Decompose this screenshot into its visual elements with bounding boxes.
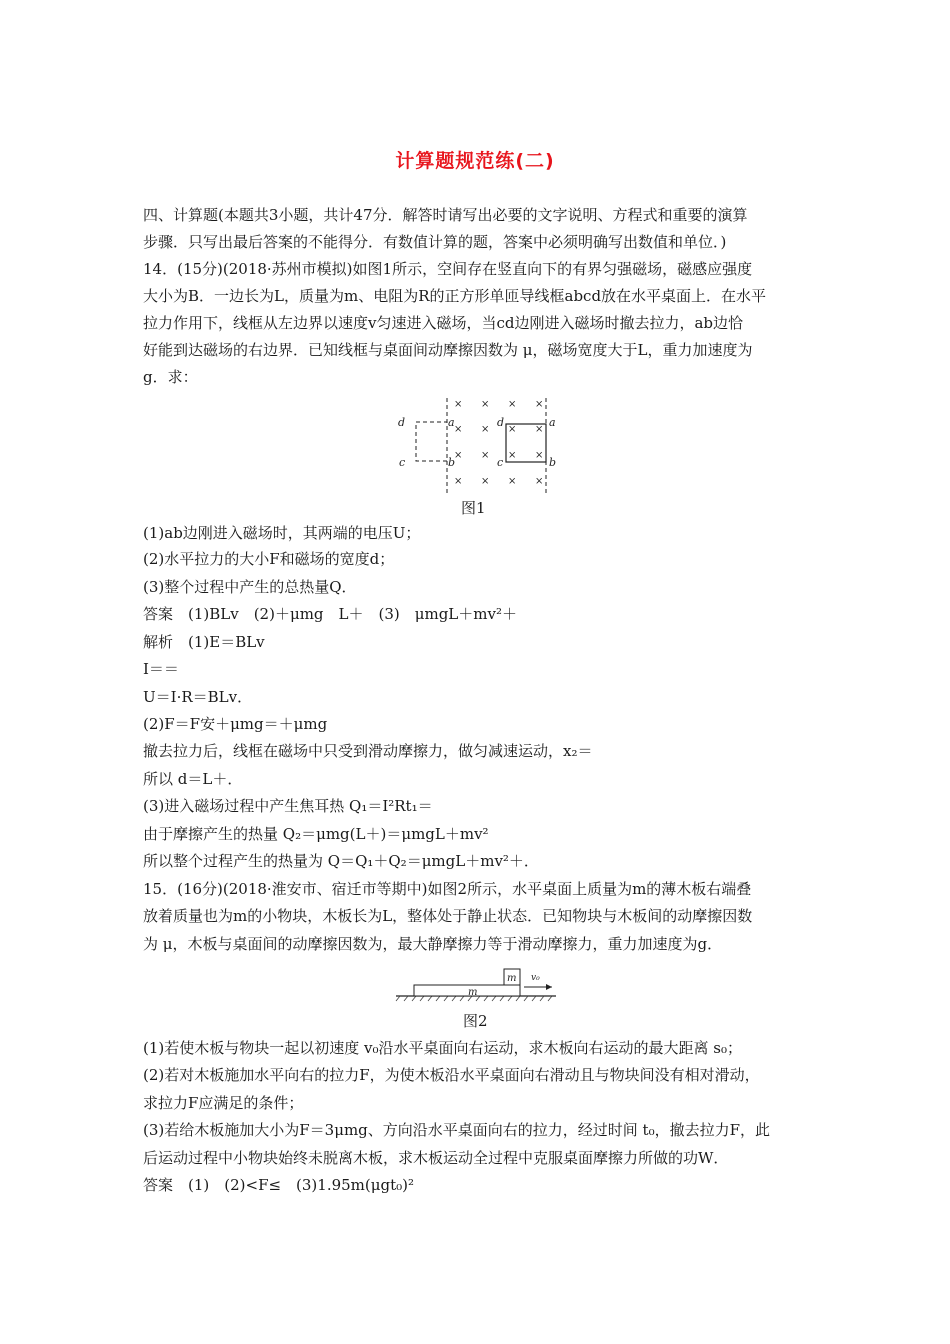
- q15-part: 求拉力F应满足的条件；: [143, 1094, 304, 1112]
- page-title: 计算题规范练(二): [395, 150, 555, 172]
- cross-mark: ×: [481, 476, 490, 487]
- q14-stem-line: 好能到达磁场的右边界．已知线框与桌面间动摩擦因数为 μ，磁场宽度大于L，重力加速度为: [143, 341, 753, 359]
- q14-analysis-line: 所以整个过程产生的热量为 Q＝Q₁＋Q₂＝μmgL＋mv²＋．: [143, 852, 539, 870]
- q14-analysis-line: 解析 (1)E＝BLv: [143, 633, 265, 651]
- figure-2-board-block: [392, 964, 560, 1010]
- label-c-right: c: [497, 456, 504, 469]
- label-b-right: b: [549, 456, 557, 469]
- q15-part: (3)若给木板施加大小为F＝3μmg、方向沿水平桌面向右的拉力，经过时间 t₀，撤去拉力F，此: [143, 1121, 770, 1139]
- q14-answer: 答案 (1)BLv (2)＋μmg L＋ (3) μmgL＋mv²＋: [143, 605, 517, 623]
- field-crosses: [454, 399, 543, 487]
- q14-stem-line: g．求：: [143, 368, 198, 386]
- cross-mark: ×: [535, 424, 544, 435]
- label-d-right: d: [497, 416, 505, 429]
- q14-analysis-line: (3)进入磁场过程中产生焦耳热 Q₁＝I²Rt₁＝: [143, 797, 433, 815]
- q15-stem-line: 放着质量也为m的小物块，木板长为L，整体处于静止状态．已知物块与木板间的动摩擦因数: [143, 907, 753, 925]
- q14-part: (3)整个过程中产生的总热量Q．: [143, 578, 357, 596]
- cross-mark: ×: [508, 450, 517, 461]
- board-mass-label: m: [468, 987, 478, 998]
- label-a-right: a: [549, 416, 556, 429]
- q14-stem-line: 拉力作用下，线框从左边界以速度v匀速进入磁场，当cd边刚进入磁场时撤去拉力，ab边恰: [143, 314, 744, 332]
- cross-mark: ×: [481, 450, 490, 461]
- cross-mark: ×: [508, 424, 517, 435]
- q15-stem-line: 为 μ，木板与桌面间的动摩擦因数为，最大静摩擦力等于滑动摩擦力，重力加速度为g．: [143, 935, 723, 953]
- cross-mark: ×: [535, 476, 544, 487]
- q15-part: 后运动过程中小物块始终未脱离木板，求木板运动全过程中克服桌面摩擦力所做的功W．: [143, 1149, 729, 1167]
- q15-stem-line: 15．(16分)(2018·淮安市、宿迁市等期中)如图2所示，水平桌面上质量为m的薄木板右端叠: [143, 880, 752, 898]
- frame-initial-dashed: [416, 422, 447, 461]
- label-c-left: c: [399, 456, 406, 469]
- cross-mark: ×: [454, 424, 463, 435]
- label-d-left: d: [398, 416, 406, 429]
- q14-analysis-line: 由于摩擦产生的热量 Q₂＝μmg(L＋)＝μmgL＋mv²: [143, 825, 489, 843]
- intro-line: 四、计算题(本题共3小题，共计47分．解答时请写出必要的文字说明、方程式和重要的演算: [143, 206, 748, 224]
- cross-mark: ×: [535, 450, 544, 461]
- q14-analysis-line: 撤去拉力后，线框在磁场中只受到滑动摩擦力，做匀减速运动，x₂＝: [143, 742, 593, 760]
- figure-1-magnetic-field: [388, 394, 568, 496]
- cross-mark: ×: [481, 399, 490, 410]
- q14-part: (2)水平拉力的大小F和磁场的宽度d；: [143, 550, 395, 568]
- q15-part: (2)若对木板施加水平向右的拉力F，为使木板沿水平桌面向右滑动且与物块间没有相对滑动，: [143, 1066, 760, 1084]
- q14-stem-line: 14．(15分)(2018·苏州市模拟)如图1所示，空间存在竖直向下的有界匀强磁场，磁感应强度: [143, 260, 753, 278]
- wooden-board: [414, 985, 520, 996]
- q14-analysis-line: I＝＝: [143, 660, 179, 678]
- q14-analysis-line: (2)F＝F安＋μmg＝＋μmg: [143, 715, 328, 733]
- q15-part: (1)若使木板与物块一起以初速度 v₀沿水平桌面向右运动，求木板向右运动的最大距离 s₀；: [143, 1039, 742, 1057]
- q14-analysis-line: U＝I·R＝BLv．: [143, 688, 253, 706]
- cross-mark: ×: [508, 399, 517, 410]
- cross-mark: ×: [454, 450, 463, 461]
- cross-mark: ×: [454, 476, 463, 487]
- q15-answer: 答案 (1) (2)<F≤ (3)1.95m(μgt₀)²: [143, 1176, 415, 1194]
- label-a-left: a: [448, 416, 455, 429]
- arrow-head-icon: [546, 984, 552, 990]
- cross-mark: ×: [481, 424, 490, 435]
- intro-line: 步骤．只写出最后答案的不能得分．有数值计算的题，答案中必须明确写出数值和单位．): [143, 233, 727, 251]
- cross-mark: ×: [535, 399, 544, 410]
- label-b-left: b: [448, 456, 456, 469]
- figure-2-caption: 图2: [463, 1012, 488, 1030]
- q14-analysis-line: 所以 d＝L＋．: [143, 770, 243, 788]
- cross-mark: ×: [454, 399, 463, 410]
- figure-1-caption: 图1: [461, 499, 486, 517]
- q14-part: (1)ab边刚进入磁场时，其两端的电压U；: [143, 524, 421, 542]
- cross-mark: ×: [508, 476, 517, 487]
- q14-stem-line: 大小为B．一边长为L，质量为m、电阻为R的正方形单匝导线框abcd放在水平桌面上．在水平: [143, 287, 767, 305]
- block-mass-label: m: [507, 973, 517, 984]
- velocity-label: v₀: [531, 973, 540, 983]
